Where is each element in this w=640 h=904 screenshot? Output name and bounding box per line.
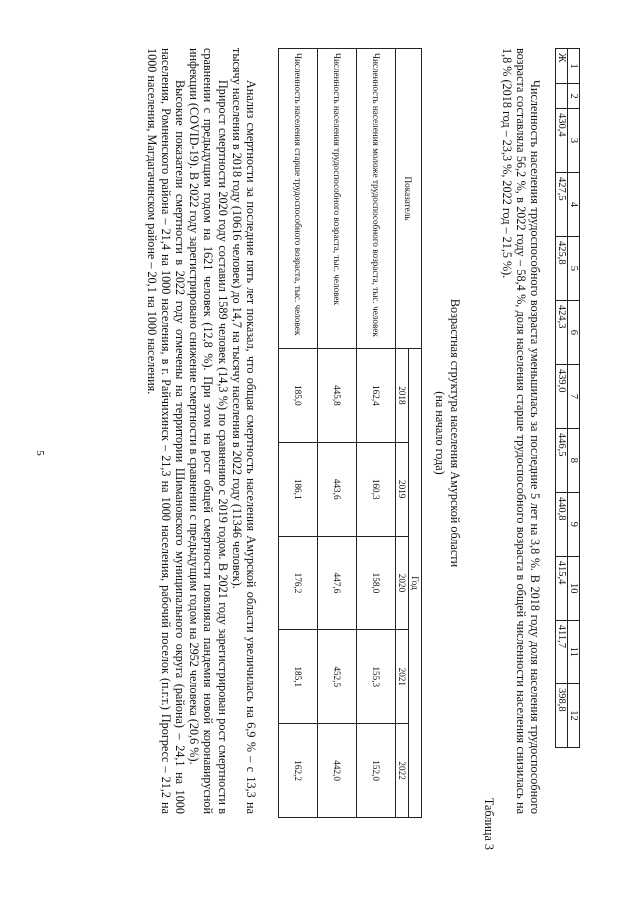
col-number: 5 — [568, 236, 580, 300]
cell-value: 447,6 — [318, 536, 357, 630]
cell-value: 152,0 — [357, 724, 396, 818]
table-row — [279, 49, 318, 818]
cell-value: 445,8 — [318, 349, 357, 443]
col-number: 4 — [568, 172, 580, 236]
cell-value: 162,2 — [279, 724, 318, 818]
col-number: 10 — [568, 556, 580, 620]
rotated-page-content — [60, 48, 580, 856]
cell-value: 158,0 — [357, 536, 396, 630]
col-number: 9 — [568, 492, 580, 556]
paragraph-working-age: Численность населения трудоспособного возраста уменьшилась за последние 5 лет на 3,8 %. В 2018 году доля населения трудоспособного возраста составляла 56,2 %, в 2022 году – 58,4 %, доля населения старше трудоспособного возраста в общей численности населения снизилась на 1,8 % (2018 год – 23,3 %, 2022 год – 21,5 %). — [499, 48, 542, 814]
year-cell: 2019 — [396, 442, 409, 536]
row-label: Численность населения трудоспособного возраста, тыс. человек — [318, 49, 357, 349]
col-number: 7 — [568, 364, 580, 428]
cell-value: 411,7 — [556, 620, 568, 683]
cell-value: 162,4 — [357, 349, 396, 443]
cell-value: 415,4 — [556, 556, 568, 620]
cell-value: 155,3 — [357, 630, 396, 724]
indicator-header: Показатель — [396, 49, 422, 349]
continued-table — [555, 48, 580, 748]
table-number: Таблица 3 — [482, 797, 496, 850]
cell-value: 430,4 — [556, 109, 568, 173]
cell-value: 424,3 — [556, 300, 568, 364]
year-cell: 2018 — [396, 349, 409, 443]
cell-value: 443,6 — [318, 442, 357, 536]
header-row — [409, 49, 422, 818]
year-cell: 2021 — [396, 630, 409, 724]
col-number: 1 — [568, 49, 580, 84]
caption-subtitle: (на начало года) — [433, 391, 447, 475]
col-number: 3 — [568, 109, 580, 173]
cell-value: 398,8 — [556, 683, 568, 747]
year-cell: 2022 — [396, 724, 409, 818]
paragraph-mortality-growth: Прирост смертности 2020 году составил 1589 человек (14,3 %) по сравнению с 2019 годом. В 2021 году зарегистрирован рост смертности в сравнении с предыдущим годом на 1621 человек (12,8 %). При этом на рост общей смертности повлияла пандемия новой коронавирусной инфекции (COVID-19). В 2022 году зарегистрировано снижение смертности в сравнении с предыдущим годом на 2952 человека (20,6 %). — [187, 48, 230, 814]
cell-value: 440,8 — [556, 492, 568, 556]
cell-value: 439,0 — [556, 364, 568, 428]
female-row — [556, 49, 568, 748]
paragraph-mortality-analysis: Анализ смертности за последние пять лет показал, что общая смертность населения Амурской области увеличилась на 6,9 % – с 13,3 на тысячу населения в 2018 году (10616 человек) до 14,7 на тысячу населения в 2022 году (11346 человек). — [229, 48, 258, 814]
row-label: Численность населения старше трудоспособного возраста, тыс. человек — [279, 49, 318, 349]
mortality-section — [144, 48, 258, 814]
cell-value: 185,1 — [279, 630, 318, 724]
paragraph-high-mortality: Высокие показатели смертности в 2022 году отмечены на территории Шимановского муниципального округа (района) – 24,1 на 1000 населения, Ромненского района – 21,4 на 1000 населения, в г. Райчихинск – 21,3 на 1000 населения, рабочий поселок (п.г.т.) Прогресс – 21,2 на 1000 населения, Магдагачинском районе – 20,1 на 1000 населения. — [144, 48, 187, 814]
year-cell: 2020 — [396, 536, 409, 630]
cell-value: 186,1 — [279, 442, 318, 536]
cell-value: 185,0 — [279, 349, 318, 443]
col-number: 6 — [568, 300, 580, 364]
cell-value: 160,3 — [357, 442, 396, 536]
col-number: 8 — [568, 428, 580, 492]
cell-value: 442,0 — [318, 724, 357, 818]
cell-value: 446,5 — [556, 428, 568, 492]
row-label: Ж — [556, 49, 568, 84]
cell-value — [556, 84, 568, 109]
col-number: 12 — [568, 683, 580, 747]
table-row — [357, 49, 396, 818]
age-structure-table — [278, 48, 422, 818]
cell-value: 176,2 — [279, 536, 318, 630]
column-numbers-row — [568, 49, 580, 748]
cell-value: 452,5 — [318, 630, 357, 724]
row-label: Численность населения моложе трудоспособного возраста, тыс. человек — [357, 49, 396, 349]
cell-value: 425,8 — [556, 236, 568, 300]
page-number: 5 — [34, 450, 46, 456]
col-number: 2 — [568, 84, 580, 109]
table-caption — [432, 48, 462, 818]
cell-value: 427,5 — [556, 172, 568, 236]
col-number: 11 — [568, 620, 580, 683]
table-row — [318, 49, 357, 818]
caption-title: Возрастная структура населения Амурской области — [448, 298, 462, 568]
year-header: Год — [409, 349, 422, 818]
